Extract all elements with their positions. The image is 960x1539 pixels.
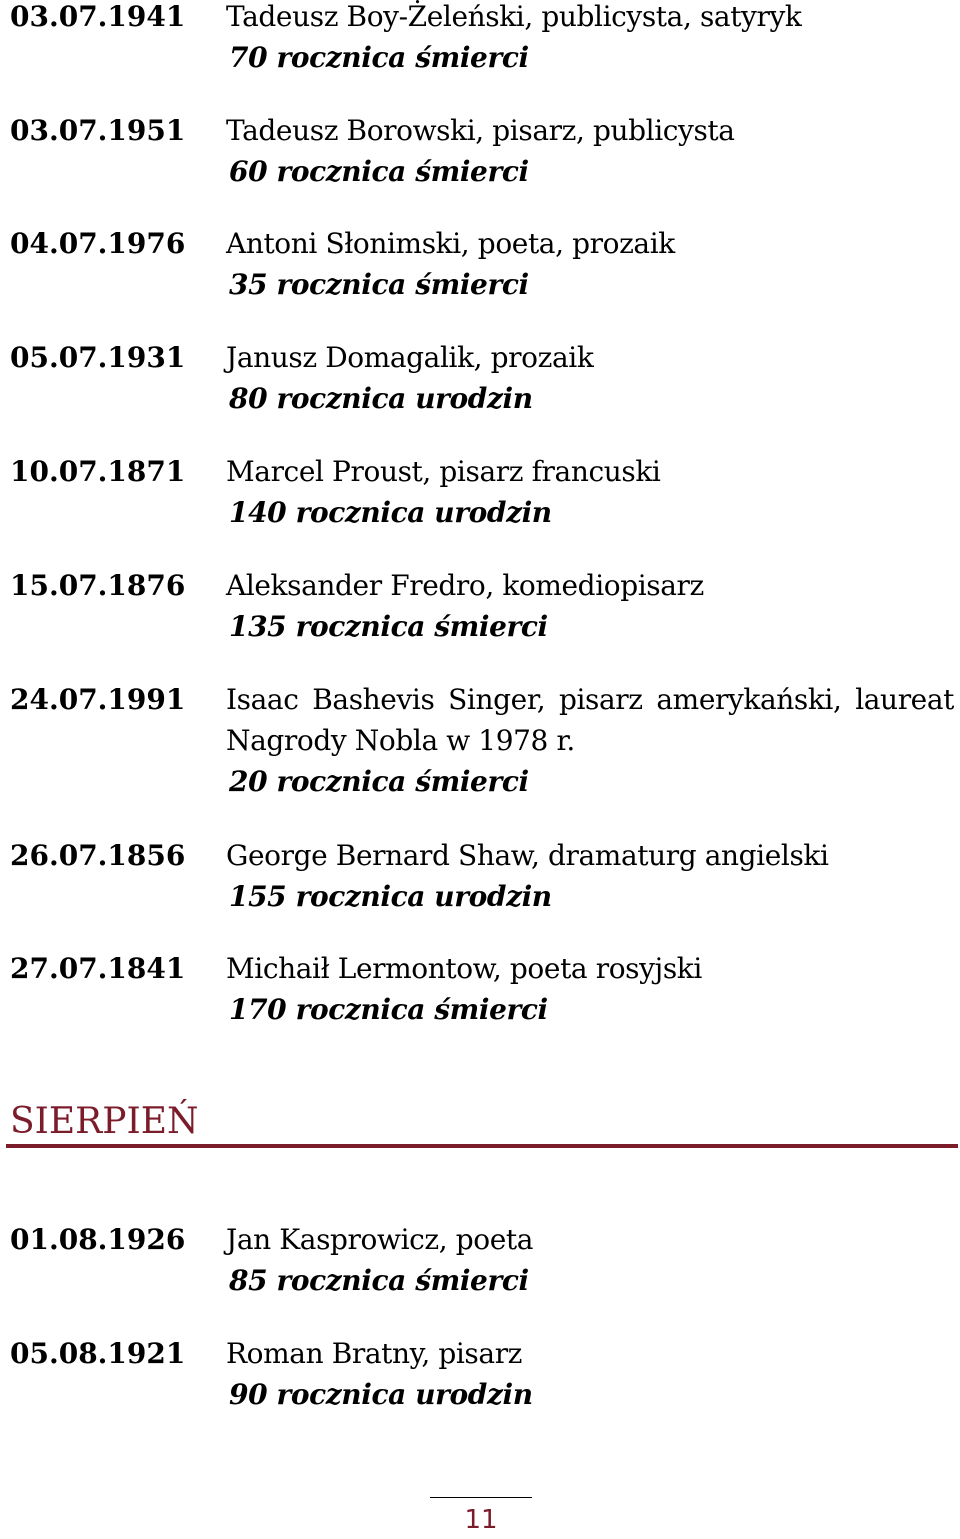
entry-anniversary: 80 rocznica urodzin [229, 382, 533, 415]
section-title-august: SIERPIEŃ [10, 1101, 199, 1142]
entry-anniversary: 90 rocznica urodzin [229, 1378, 533, 1411]
entry-anniversary: 35 rocznica śmierci [229, 268, 529, 301]
entry-anniversary: 140 rocznica urodzin [229, 496, 552, 529]
entry-description: Roman Bratny, pisarz [226, 1337, 523, 1370]
entry-description: Marcel Proust, pisarz francuski [226, 455, 661, 488]
page-number: 11 [464, 1505, 498, 1535]
entry-anniversary: 170 rocznica śmierci [229, 993, 548, 1026]
entry-anniversary: 60 rocznica śmierci [229, 155, 529, 188]
entry-description: Janusz Domagalik, prozaik [226, 341, 594, 374]
entry-date: 03.07.1951 [10, 114, 186, 147]
entry-date: 05.07.1931 [10, 341, 186, 374]
entry-anniversary: 155 rocznica urodzin [229, 880, 552, 913]
entry-description: Michaił Lermontow, poeta rosyjski [226, 952, 702, 985]
entry-date: 24.07.1991 [10, 683, 186, 716]
section-divider [6, 1144, 958, 1148]
entry-description: Tadeusz Borowski, pisarz, publicysta [226, 114, 735, 147]
entry-date: 05.08.1921 [10, 1337, 186, 1370]
entry-anniversary: 135 rocznica śmierci [229, 610, 548, 643]
entry-description: George Bernard Shaw, dramaturg angielski [226, 839, 829, 872]
entry-date: 03.07.1941 [10, 0, 186, 33]
entry-description: Isaac Bashevis Singer, pisarz amerykański, laureat Nagrody Nobla w 1978 r. [226, 683, 954, 757]
entry-description: Aleksander Fredro, komediopisarz [226, 569, 704, 602]
entry-anniversary: 20 rocznica śmierci [229, 765, 529, 798]
entry-anniversary: 70 rocznica śmierci [229, 41, 529, 74]
entry-date: 04.07.1976 [10, 227, 186, 260]
entry-date: 15.07.1876 [10, 569, 186, 602]
entry-description: Tadeusz Boy-Żeleński, publicysta, satyryk [226, 0, 802, 33]
entry-date: 01.08.1926 [10, 1223, 186, 1256]
footer-divider [430, 1497, 532, 1498]
entry-anniversary: 85 rocznica śmierci [229, 1264, 529, 1297]
entry-date: 27.07.1841 [10, 952, 186, 985]
entry-date: 10.07.1871 [10, 455, 186, 488]
entry-description: Jan Kasprowicz, poeta [226, 1223, 534, 1256]
entry-date: 26.07.1856 [10, 839, 186, 872]
entry-description: Antoni Słonimski, poeta, prozaik [226, 227, 675, 260]
